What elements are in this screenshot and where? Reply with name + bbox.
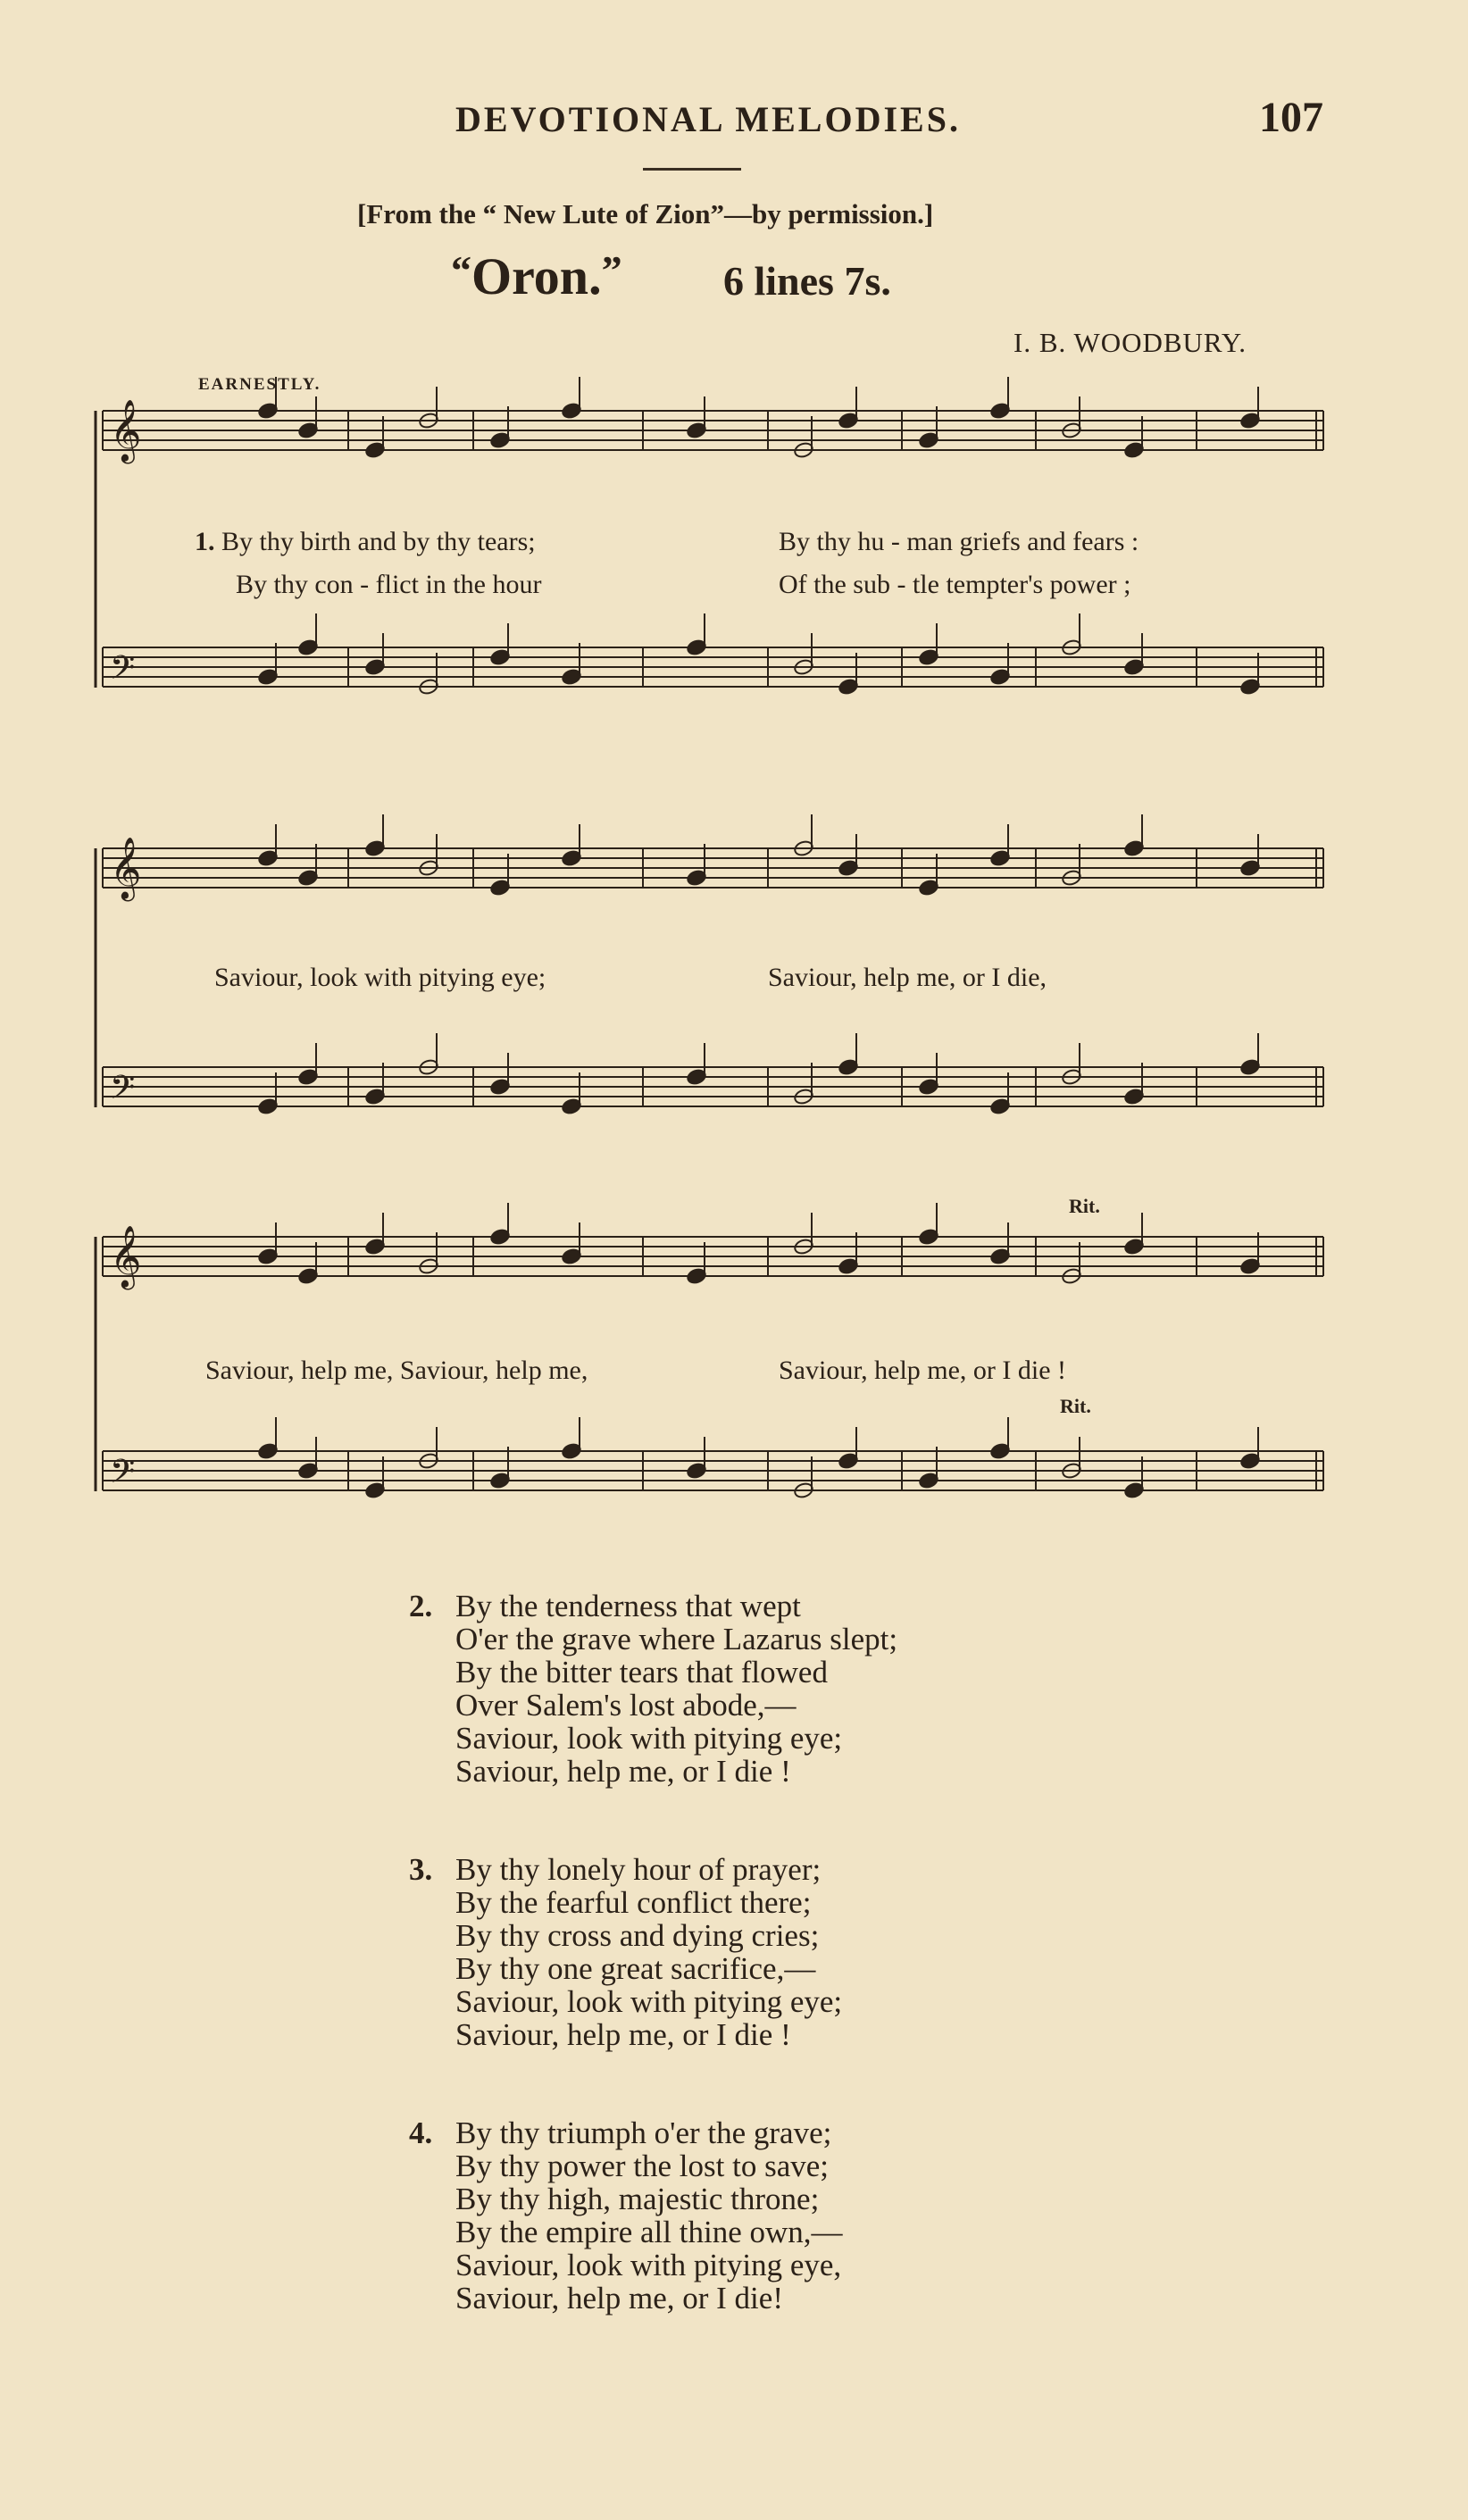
- stanza-3: [409, 1852, 843, 2052]
- tune-name: Oron.: [471, 247, 602, 305]
- verse-number: 1.: [195, 527, 215, 556]
- stanza-line: Over Salem's lost abode,—: [455, 1688, 797, 1723]
- bass-clef-icon: 𝄢: [110, 649, 136, 695]
- system2-lyric-a: Saviour, look with pitying eye;: [214, 963, 546, 992]
- stanza-line: Saviour, look with pitying eye;: [455, 1984, 843, 2019]
- stanza-line: Saviour, look with pitying eye,: [455, 2248, 842, 2282]
- stanza-4: [409, 2115, 843, 2316]
- stanza-line: Saviour, help me, or I die !: [455, 1754, 791, 1789]
- stanza-2: [409, 1589, 898, 1789]
- stanza-line: By thy triumph o'er the grave;: [455, 2115, 832, 2150]
- title-close-quote: ”: [601, 247, 622, 293]
- hymn-attribution: [From the “ New Lute of Zion”—by permission.]: [357, 198, 934, 229]
- page-number: 107: [1259, 94, 1323, 141]
- system2-lyric-b: Saviour, help me, or I die,: [768, 963, 1047, 992]
- treble-clef-icon: 𝄞: [110, 399, 142, 462]
- stanza-line: By thy cross and dying cries;: [455, 1918, 820, 1953]
- stanza-line: Saviour, look with pitying eye;: [455, 1721, 843, 1756]
- running-head: DEVOTIONAL MELODIES.: [455, 99, 961, 139]
- stanza-line: By thy one great sacrifice,—: [455, 1951, 816, 1986]
- stanza-number: 2.: [409, 1589, 433, 1623]
- treble-clef-icon: 𝄞: [110, 1225, 142, 1288]
- system3-lyric-a: Saviour, help me, Saviour, help me,: [205, 1356, 588, 1385]
- stanza-line: By thy lonely hour of prayer;: [455, 1852, 822, 1887]
- bass-clef-icon: 𝄢: [110, 1069, 136, 1114]
- system1-verse1-lyric-b: By thy hu - man griefs and fears :: [779, 527, 1139, 556]
- stanza-line: By thy power the lost to save;: [455, 2149, 830, 2183]
- hymn-meter: 6 lines 7s.: [723, 258, 891, 304]
- ritardando-marking-bass: Rit.: [1060, 1395, 1091, 1417]
- stanza-line: By the fearful conflict there;: [455, 1885, 812, 1920]
- tempo-marking: EARNESTLY.: [198, 375, 321, 394]
- stanza-line: By the empire all thine own,—: [455, 2215, 843, 2249]
- system3-lyric-b: Saviour, help me, or I die !: [779, 1356, 1067, 1385]
- stanza-line: O'er the grave where Lazarus slept;: [455, 1622, 898, 1656]
- composer: I. B. WOODBURY.: [1013, 327, 1247, 358]
- system1-verse2-lyric-b: Of the sub - tle tempter's power ;: [779, 570, 1131, 599]
- stanza-number: 4.: [409, 2115, 433, 2150]
- bass-clef-icon: 𝄢: [110, 1453, 136, 1498]
- stanza-line: Saviour, help me, or I die !: [455, 2017, 791, 2052]
- system1-verse2-lyric-a: By thy con - flict in the hour: [236, 570, 542, 599]
- stanza-line: By thy high, majestic throne;: [455, 2182, 820, 2216]
- treble-clef-icon: 𝄞: [110, 837, 142, 899]
- system1-verse1-lyric-a: [195, 527, 536, 557]
- stanza-line: By the tenderness that wept: [455, 1589, 801, 1623]
- title-open-quote: “: [451, 247, 471, 293]
- ritardando-marking: Rit.: [1069, 1195, 1100, 1217]
- stanza-number: 3.: [409, 1852, 433, 1887]
- stanza-line: Saviour, help me, or I die!: [455, 2281, 783, 2316]
- stanza-line: By the bitter tears that flowed: [455, 1655, 828, 1690]
- lyric-text: By thy birth and by thy tears;: [221, 527, 536, 556]
